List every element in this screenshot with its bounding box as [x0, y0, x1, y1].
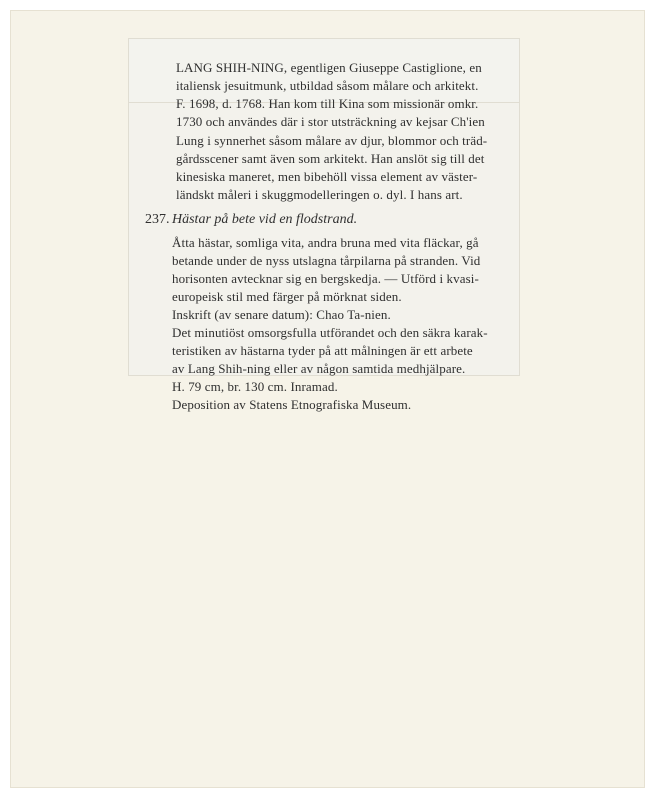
entry-number: 237. [145, 212, 170, 227]
entry-line-4: europeisk stil med färger på mörknat siden. [172, 289, 402, 304]
entry-line-8: av Lang Shih-ning eller av någon samtida medhjälpare. [172, 361, 466, 376]
entry-line-2: betande under de nyss utslagna tårpilarna på stranden. Vid [172, 253, 481, 268]
entry-line-9: H. 79 cm, br. 130 cm. Inramad. [172, 379, 338, 394]
entry-line-1: Åtta hästar, somliga vita, andra bruna med vita fläckar, gå [172, 235, 479, 250]
entry-title: Hästar på bete vid en flodstrand. [172, 212, 358, 227]
first-entry-line-5: Lung i synnerhet såsom målare av djur, blommor och träd- [176, 133, 488, 148]
first-entry-line-8: ländskt måleri i skuggmodelleringen o. dyl. I hans art. [176, 187, 463, 202]
first-entry-line-7: kinesiska maneret, men bibehöll vissa element av väster- [176, 169, 478, 184]
entry-line-7: teristiken av hästarna tyder på att målningen är ett arbete [172, 343, 473, 358]
first-entry-line-2: italiensk jesuitmunk, utbildad såsom målare och arkitekt. [176, 78, 479, 93]
first-entry-line-6: gårdsscener samt även som arkitekt. Han anslöt sig till det [176, 151, 485, 166]
first-entry-line-3: F. 1698, d. 1768. Han kom till Kina som missionär omkr. [176, 96, 479, 111]
entry-line-6: Det minutiöst omsorgsfulla utförandet och den säkra karak- [172, 325, 488, 340]
entry-line-10: Deposition av Statens Etnografiska Museum. [172, 397, 412, 412]
first-entry-line-1: LANG SHIH-NING, egentligen Giuseppe Castiglione, en [176, 60, 482, 75]
entry-line-5: Inskrift (av senare datum): Chao Ta-nien. [172, 307, 391, 322]
entry-line-3: horisonten avtecknar sig en bergskedja. — Utförd i kvasi- [172, 271, 479, 286]
first-entry-line-4: 1730 och användes där i stor utsträckning av kejsar Ch'ien [176, 114, 485, 129]
